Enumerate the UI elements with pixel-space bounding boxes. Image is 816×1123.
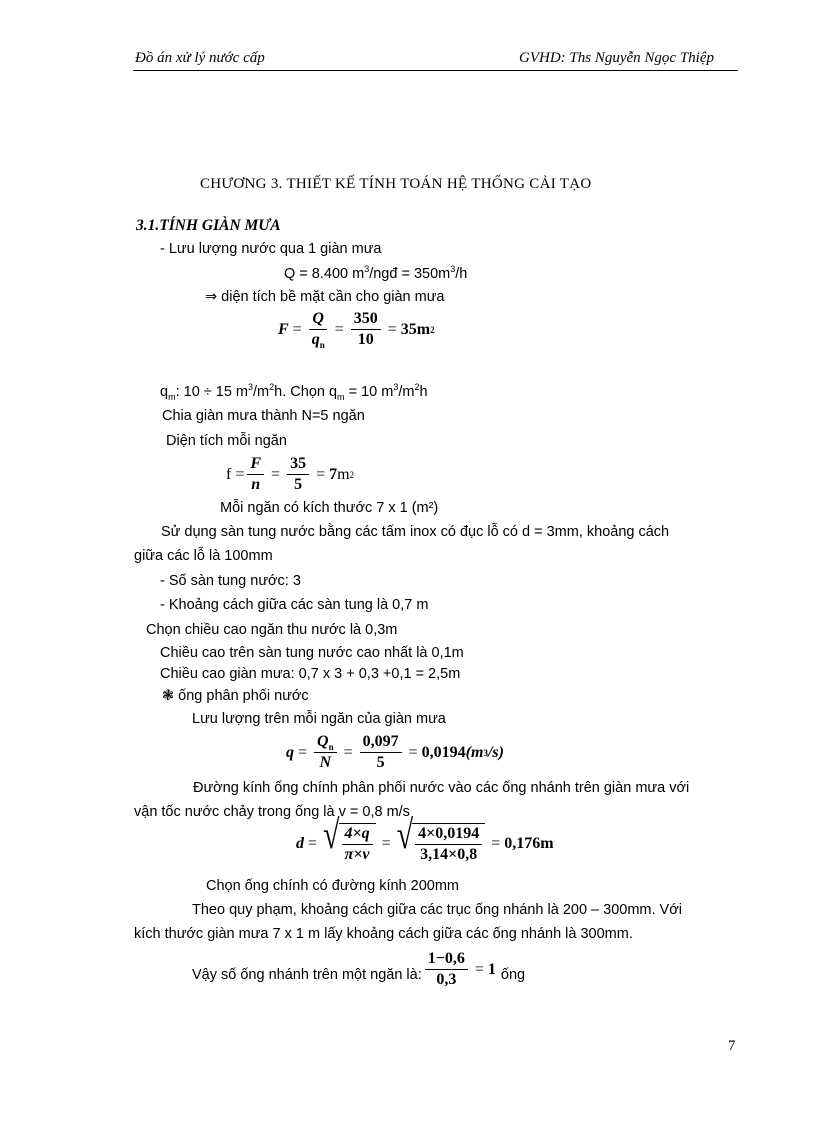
text-line: Chọn ống chính có đường kính 200mm (206, 878, 459, 894)
equation-compartment-area: f = $\frac{F}{n}$ = $\frac{35}{5}$ = 7 m 2 (226, 455, 355, 494)
flow-rate-line: Q = 8.400 $m^3$/ngđ = $350m^3/h$ (284, 264, 468, 282)
text-line: Mỗi ngăn có kích thước 7 x 1 (m²) (220, 500, 439, 516)
header-rule (133, 70, 738, 71)
text-line: Theo quy phạm, khoảng cách giữa các trục ống nhánh là 200 – 300mm. Với (192, 902, 682, 918)
text-line: - Lưu lượng nước qua 1 giàn mưa (160, 241, 382, 257)
text-line: giữa các lỗ là 100mm (134, 548, 273, 564)
text-line: Lưu lượng trên mỗi ngăn của giàn mưa (192, 711, 446, 727)
text-line: Chiều cao giàn mưa: 0,7 x 3 + 0,3 +0,1 = 2,5m (160, 666, 461, 682)
equation-area: F = $\frac{Q}{q_n}$ = $\frac{350}{10}$ = 35m 2 (278, 310, 435, 351)
text-line: Chia giàn mưa thành N=5 ngăn (162, 408, 365, 424)
text-line: Đường kính ống chính phân phối nước vào các ống nhánh trên giàn mưa với (193, 780, 690, 796)
text-line: Sử dụng sàn tung nước bằng các tấm inox có đục lỗ có d = 3mm, khoảng cách (161, 524, 670, 540)
header-right: GVHD: Ths Nguyễn Ngọc Thiệp (519, 50, 714, 66)
text-line: kích thước giàn mưa 7 x 1 m lấy khoảng cách giữa các ống nhánh là 300mm. (134, 926, 633, 942)
header-left: Đồ án xử lý nước cấp (135, 50, 265, 66)
text-line: - Khoảng cách giữa các sàn tung là 0,7 m (160, 597, 429, 613)
text-line: Chiều cao trên sàn tung nước cao nhất là 0,1m (160, 645, 464, 661)
text-line: Chọn chiều cao ngăn thu nước là 0,3m (146, 622, 398, 638)
text-line: ⇒ diện tích bề mặt cần cho giàn mưa (205, 289, 445, 305)
section-title: 3.1.TÍNH GIÀN MƯA (136, 217, 281, 234)
equation-pipe-diameter: d = √ $\frac{4\times q}{\pi\times v}$ = √ $\frac{4\times 0,0194}{3,14\times 0,8}$ = 0,176m (296, 812, 554, 864)
text-line: vận tốc nước chảy trong ống là v = 0,8 m/s (134, 804, 410, 820)
text-line: Diện tích mỗi ngăn (166, 433, 287, 449)
chapter-title: CHƯƠNG 3. THIẾT KẾ TÍNH TOÁN HỆ THỐNG CẢI TẠO (200, 176, 592, 192)
page-number: 7 (728, 1038, 736, 1054)
equation-flow-per-compartment: q = $\frac{Q_n}{N}$ = $\frac{0,097}{5}$ = 0,0194 (m 3 /s) (286, 733, 504, 772)
branch-count-line: Vậy số ống nhánh trên một ngăn là: $\frac{1-0,6}{0,3}$ = 1 ống (192, 950, 526, 989)
qm-line: $q_m$: 10 ÷ 15 $m^3/m^2h$. Chọn $q_m = 10$ $m^3/m^2h$ (160, 382, 428, 402)
text-line: - Số sàn tung nước: 3 (160, 573, 301, 589)
text-line: ❃ ống phân phối nước (162, 688, 309, 704)
